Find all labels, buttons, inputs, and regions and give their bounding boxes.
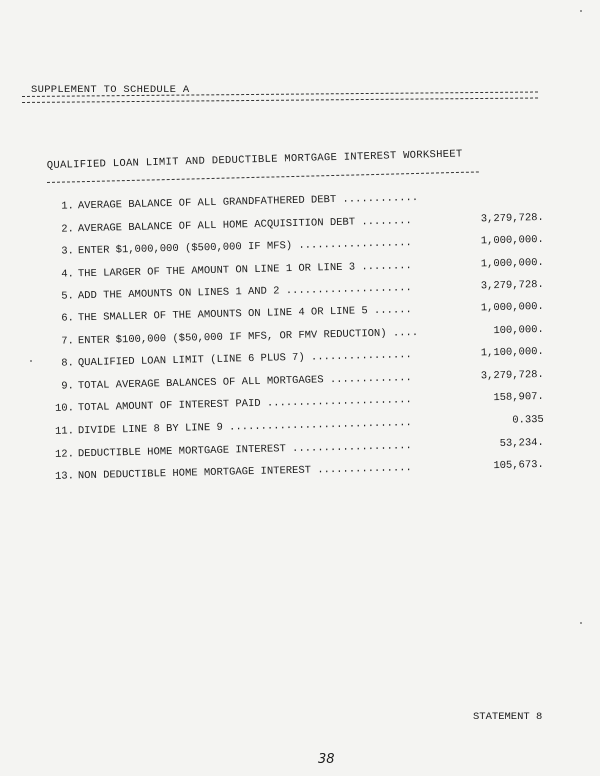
line-number: 6. xyxy=(61,312,75,325)
line-description: ENTER $100,000 ($50,000 IF MFS, OR FMV REDUCTION) .... xyxy=(77,326,419,348)
line-amount: 0.335 xyxy=(512,413,544,427)
line-amount: 1,000,000. xyxy=(480,300,544,315)
line-amount: 105,673. xyxy=(493,458,544,473)
statement-label: STATEMENT 8 xyxy=(473,711,543,723)
scan-speck xyxy=(30,360,32,362)
supplement-title: SUPPLEMENT TO SCHEDULE A xyxy=(31,84,190,96)
scan-speck xyxy=(580,10,582,12)
line-description: ENTER $1,000,000 ($500,000 IF MFS) .................. xyxy=(77,237,412,258)
line-description: ADD THE AMOUNTS ON LINES 1 AND 2 .................... xyxy=(77,282,412,303)
line-amount: 158,907. xyxy=(493,390,544,405)
scan-speck xyxy=(580,622,582,624)
line-number: 11. xyxy=(54,425,75,438)
line-number: 9. xyxy=(61,380,75,393)
line-description: THE SMALLER OF THE AMOUNTS ON LINE 4 OR LINE 5 ...... xyxy=(77,304,412,325)
line-amount: 3,279,728. xyxy=(480,278,544,293)
worksheet-title: QUALIFIED LOAN LIMIT AND DEDUCTIBLE MORTGAGE INTEREST WORKSHEET xyxy=(46,148,463,172)
line-number: 12. xyxy=(54,448,75,461)
worksheet-title-rule xyxy=(47,171,479,183)
line-amount: 53,234. xyxy=(499,436,544,450)
handwritten-page-number: 38 xyxy=(318,752,335,767)
line-description: QUALIFIED LOAN LIMIT (LINE 6 PLUS 7) ................ xyxy=(77,349,412,370)
line-amount: 3,279,728. xyxy=(480,211,544,226)
line-number: 10. xyxy=(54,402,75,415)
line-description: TOTAL AMOUNT OF INTEREST PAID ....................... xyxy=(77,394,412,415)
line-number: 1. xyxy=(61,200,75,213)
line-number: 3. xyxy=(61,245,75,258)
line-amount: 1,100,000. xyxy=(480,345,544,360)
line-number: 13. xyxy=(54,470,75,483)
line-description: DEDUCTIBLE HOME MORTGAGE INTEREST ................... xyxy=(77,440,412,461)
line-amount: 3,279,728. xyxy=(480,368,544,383)
line-number: 7. xyxy=(61,335,75,348)
line-description: AVERAGE BALANCE OF ALL GRANDFATHERED DEBT ............ xyxy=(77,191,419,213)
line-description: THE LARGER OF THE AMOUNT ON LINE 1 OR LINE 3 ........ xyxy=(77,260,412,281)
line-amount: 100,000. xyxy=(493,323,544,338)
line-description: DIVIDE LINE 8 BY LINE 9 ............................. xyxy=(77,417,412,438)
line-description: NON DEDUCTIBLE HOME MORTGAGE INTEREST ............... xyxy=(77,462,412,483)
line-amount: 1,000,000. xyxy=(480,256,544,271)
line-description: AVERAGE BALANCE OF ALL HOME ACQUISITION DEBT ........ xyxy=(77,215,412,236)
line-number: 2. xyxy=(61,223,75,236)
line-number: 8. xyxy=(61,357,75,370)
line-amount: 1,000,000. xyxy=(480,233,544,248)
line-number: 4. xyxy=(61,268,75,281)
line-number: 5. xyxy=(61,290,75,303)
line-description: TOTAL AVERAGE BALANCES OF ALL MORTGAGES ............. xyxy=(77,372,412,393)
